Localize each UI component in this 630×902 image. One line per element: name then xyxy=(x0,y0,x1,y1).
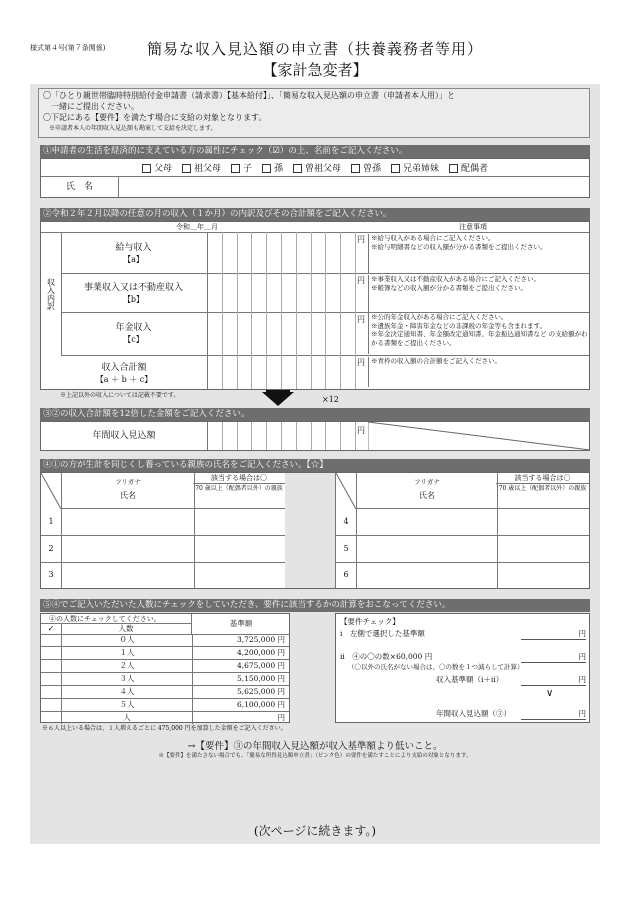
option-label: 配偶者 xyxy=(461,164,489,174)
base-row[interactable] xyxy=(41,686,289,699)
base-total-label: 収入基準額（ⅰ＋ⅱ） xyxy=(436,675,504,684)
note-line: ※年金決定通知書、年金額改定通知書、年金振込通知書など の支給額がわかる書類をご提出ください。 xyxy=(371,330,588,347)
row-label: 事業収入又は不動産収入 xyxy=(83,283,183,293)
notes-header: 注意事項 xyxy=(459,223,487,231)
amount-cell: 5,150,000 円 xyxy=(236,674,285,683)
income-row-salary xyxy=(61,232,589,274)
row-label: 年金収入 xyxy=(115,323,152,333)
row-number: 2 xyxy=(48,544,54,553)
base-row[interactable] xyxy=(41,647,289,660)
header-diagonal xyxy=(336,473,356,509)
check-i-field[interactable] xyxy=(521,628,586,640)
row-number: 1 xyxy=(48,517,54,526)
requirement-check-box xyxy=(335,613,590,723)
total-amount-field[interactable] xyxy=(207,355,356,389)
amount-cell: 円 xyxy=(277,713,285,722)
option-label: 孫 xyxy=(273,164,283,174)
col-base-header: 基準額 xyxy=(191,614,290,635)
people-cell: ２人 xyxy=(62,660,193,672)
note-line: ※遺族年金・障害年金などの非課税の年金等も含まれます。 xyxy=(371,321,546,330)
section2-heading: ②令和２年２月以降の任意の月の収入（１か月）の内訳及びその合計額をご記入ください。 xyxy=(40,208,590,221)
yen-label: 円 xyxy=(357,358,365,367)
option-great-grandchild[interactable] xyxy=(351,161,381,174)
annual-income-field[interactable] xyxy=(207,422,356,450)
applicable-cell[interactable] xyxy=(193,535,286,562)
col-people-header: 人数 xyxy=(61,624,191,635)
row-sub: 【b】 xyxy=(122,295,145,304)
section5-heading: ⑤④でご記入いただいた人数にチェックをしていただき、要件に該当するかの計算をおこなってください。 xyxy=(40,599,590,612)
age-note: 70 歳以上（配偶者以外）の親族 xyxy=(195,485,283,492)
row-notes xyxy=(368,313,591,354)
income-row-business xyxy=(61,273,589,313)
row-number: 5 xyxy=(343,544,349,553)
applicable-header xyxy=(193,473,286,509)
furigana-label: フリガナ xyxy=(115,478,141,486)
total-label: 収入合計額 xyxy=(101,363,147,373)
name-cell[interactable] xyxy=(356,535,498,562)
checkbox[interactable] xyxy=(262,164,271,173)
amount-cell: 4,675,000 円 xyxy=(236,661,285,670)
name-label: 氏 名 xyxy=(41,177,119,198)
option-label: 父母 xyxy=(153,164,172,174)
diagonal-line xyxy=(368,422,590,450)
row-notes xyxy=(368,275,591,312)
row-number: 4 xyxy=(343,517,349,526)
total-note: ※青枠の収入額の合計額をご記入ください。 xyxy=(368,357,591,387)
base-row[interactable] xyxy=(41,660,289,673)
month-label: 令和＿年＿月 xyxy=(176,223,218,231)
page-subtitle: 【家計急変者】 xyxy=(262,61,368,79)
applicable-label: 該当する場合は〇 xyxy=(496,473,589,484)
checkbox[interactable] xyxy=(391,164,400,173)
option-spouse[interactable] xyxy=(449,161,488,174)
notice-line: 〇下記にある【要件】を満たす場合に支給の対象となります。 xyxy=(43,113,267,122)
relative-row xyxy=(336,562,589,588)
option-label: 祖父母 xyxy=(193,164,221,174)
amount-field[interactable] xyxy=(207,312,356,355)
yen-label: 円 xyxy=(578,652,586,661)
name-cell[interactable] xyxy=(61,562,195,588)
check-ii-field[interactable] xyxy=(521,651,586,663)
down-arrow-icon xyxy=(262,392,294,406)
note-line: ※事業収入又は不動産収入がある場合にご記入ください。 xyxy=(371,275,540,283)
check-cell[interactable] xyxy=(41,673,62,685)
times12-label: ×12 xyxy=(322,395,339,404)
right-relatives-table xyxy=(335,473,590,588)
relative-row xyxy=(41,562,285,588)
age-note: 70 歳以上（配偶者以外）の親族 xyxy=(498,485,587,492)
page-title: 簡易な収入見込額の申立書（扶養義務者等用） xyxy=(146,40,483,58)
name-field[interactable] xyxy=(119,177,589,198)
option-grandchild[interactable] xyxy=(262,161,283,174)
applicable-cell[interactable] xyxy=(193,508,286,535)
people-cell: ４人 xyxy=(62,686,193,698)
applicable-cell[interactable] xyxy=(193,562,286,588)
header-diagonal xyxy=(41,473,61,509)
row-sub: 【c】 xyxy=(123,335,144,344)
name-label: 氏名 xyxy=(419,491,435,500)
people-cell: ５人 xyxy=(62,699,193,711)
yen-label: 円 xyxy=(357,276,365,285)
annual-label: 年間収入見込額（③） xyxy=(436,709,511,718)
amount-cell: 4,200,000 円 xyxy=(236,648,285,657)
check-cell[interactable] xyxy=(41,660,62,672)
applicable-cell[interactable] xyxy=(496,562,589,588)
requirement-note: ※【要件】を満たさない場合でも、「簡易な所得見込額申立書」（ピンク色）の要件を満たすことにより支給の対象となります。 xyxy=(158,753,472,759)
yen-label: 円 xyxy=(578,629,586,638)
notice-line: 一緒にご提出ください。 xyxy=(43,102,139,111)
furigana-name-header xyxy=(61,473,195,509)
name-cell[interactable] xyxy=(356,508,498,535)
note-line: ※給与明細書などの収入額が分かる書類をご提出ください。 xyxy=(371,243,547,251)
notice-line: 〇「ひとり親世帯臨時特別給付金申請書（請求書）【基本給付】」、「簡易な収入見込額の申立書（申請者本人用）」と xyxy=(43,91,455,100)
option-child[interactable] xyxy=(231,161,252,174)
annual-field[interactable] xyxy=(521,708,586,720)
row-sub: 【a】 xyxy=(123,255,144,264)
option-label: 曽孫 xyxy=(363,164,382,174)
people-cell: ３人 xyxy=(62,673,193,685)
yen-label: 円 xyxy=(357,235,365,244)
name-cell[interactable] xyxy=(61,535,195,562)
annual-income-label: 年間収入見込額 xyxy=(92,431,156,441)
option-grandparent[interactable] xyxy=(182,161,221,174)
base-rows xyxy=(41,634,289,724)
applicable-cell[interactable] xyxy=(496,535,589,562)
table-gap xyxy=(285,473,335,588)
table-caption: ④の人数にチェックしてください。 xyxy=(41,614,191,624)
section3-box xyxy=(40,421,590,451)
applicable-header xyxy=(496,473,589,509)
section1-box xyxy=(40,158,590,198)
notice-line: ※申請者本人の年間収入見込額も勘案して支給を決定します。 xyxy=(43,125,217,132)
applicable-label: 該当する場合は〇 xyxy=(193,473,285,484)
option-great-grandparent[interactable] xyxy=(293,161,341,174)
check-title: 【要件チェック】 xyxy=(340,617,400,626)
check-cell[interactable] xyxy=(41,634,62,646)
option-parent[interactable] xyxy=(142,161,172,174)
base-amount-table xyxy=(40,613,290,723)
furigana-name-header xyxy=(356,473,498,509)
base-total-field[interactable] xyxy=(521,674,586,686)
people-cell: １人 xyxy=(62,647,193,659)
section5-footnote: ※６人以上いる場合は、１人増えるごとに 475,000 円を加算した金額をご記入ください。 xyxy=(42,725,287,732)
note-line: ※公的年金収入がある場合にご記入ください。 xyxy=(371,313,508,321)
check-cell[interactable] xyxy=(41,712,62,724)
checkbox[interactable] xyxy=(351,164,360,173)
amount-cell: 3,725,000 円 xyxy=(236,635,285,644)
note-line: ※給与収入がある場合にご記入ください。 xyxy=(371,234,495,242)
checkbox[interactable] xyxy=(142,164,151,173)
section2-footnote: ※上記以外の収入については記載不要です。 xyxy=(60,392,180,399)
option-sibling[interactable] xyxy=(391,161,439,174)
section1-heading: ①申請者の生活を経済的に支えている方の属性にチェック（☑）の上、名前をご記入ください。 xyxy=(40,145,590,158)
check-cell[interactable] xyxy=(41,686,62,698)
amount-field[interactable] xyxy=(207,232,356,273)
base-row[interactable] xyxy=(41,634,289,647)
relative-row xyxy=(336,508,589,536)
requirement-line: →【要件】③の年間収入見込額が収入基準額より低いこと。 xyxy=(187,741,443,752)
people-cell: ０人 xyxy=(62,634,193,646)
relative-row xyxy=(336,535,589,563)
relative-row xyxy=(41,508,285,536)
row-number: 6 xyxy=(343,570,349,579)
relation-options xyxy=(41,159,589,177)
option-label: 子 xyxy=(242,164,252,174)
income-row-pension xyxy=(61,312,589,356)
check-header-icon: ✓ xyxy=(41,624,62,635)
name-label: 氏名 xyxy=(120,491,136,500)
row-number: 3 xyxy=(48,570,54,579)
base-row[interactable] xyxy=(41,712,289,724)
checkbox[interactable] xyxy=(182,164,191,173)
section4-box xyxy=(40,472,590,589)
form-number: 様式第４号(第７条関係) xyxy=(30,44,106,52)
check-i-label: ⅰ 左側で選択した基準額 xyxy=(340,629,425,638)
yen-label: 円 xyxy=(578,709,586,718)
checkbox[interactable] xyxy=(231,164,240,173)
note-line: ※帳簿などの収入額が分かる書類をご提出ください。 xyxy=(371,284,527,292)
row-notes xyxy=(368,234,591,273)
row-label: 給与収入 xyxy=(115,243,152,253)
yen-label: 円 xyxy=(357,426,365,435)
income-breakdown-label: 収入内訳 xyxy=(41,232,62,355)
name-cell[interactable] xyxy=(356,562,498,588)
yen-label: 円 xyxy=(357,315,365,324)
relative-row xyxy=(41,535,285,563)
check-ii-note: （〇以外の氏名がない場合は、〇の数を１つ減らして計算） xyxy=(348,663,524,671)
check-cell[interactable] xyxy=(41,647,62,659)
name-cell[interactable] xyxy=(61,508,195,535)
section4-heading: ④①の方が生計を同じくし養っている親族の氏名をご記入ください。【☆】 xyxy=(40,459,590,472)
applicable-cell[interactable] xyxy=(496,508,589,535)
section3-heading: ③②の収入合計額を12倍した金額をご記入ください。 xyxy=(40,408,590,421)
checkbox[interactable] xyxy=(293,164,302,173)
amount-field[interactable] xyxy=(207,273,356,312)
section2-box xyxy=(40,221,590,390)
yen-label: 円 xyxy=(578,675,586,684)
amount-cell: 6,100,000 円 xyxy=(236,700,285,709)
check-cell[interactable] xyxy=(41,699,62,711)
people-cell: 人 xyxy=(62,712,193,724)
furigana-label: フリガナ xyxy=(414,478,440,486)
base-row[interactable] xyxy=(41,673,289,686)
notice-box xyxy=(38,88,590,138)
continue-label: (次ページに続きます。) xyxy=(253,824,377,838)
amount-cell: 5,625,000 円 xyxy=(236,687,285,696)
income-row-total xyxy=(41,355,589,389)
option-label: 兄弟姉妹 xyxy=(403,164,440,174)
compare-icon: ∨ xyxy=(546,688,554,699)
checkbox[interactable] xyxy=(449,164,458,173)
option-label: 曾祖父母 xyxy=(305,164,342,174)
base-row[interactable] xyxy=(41,699,289,712)
check-ii-label: ⅱ ④の〇の数×60,000 円 xyxy=(340,652,433,661)
total-sub: 【a ＋ b ＋ c】 xyxy=(95,375,153,384)
